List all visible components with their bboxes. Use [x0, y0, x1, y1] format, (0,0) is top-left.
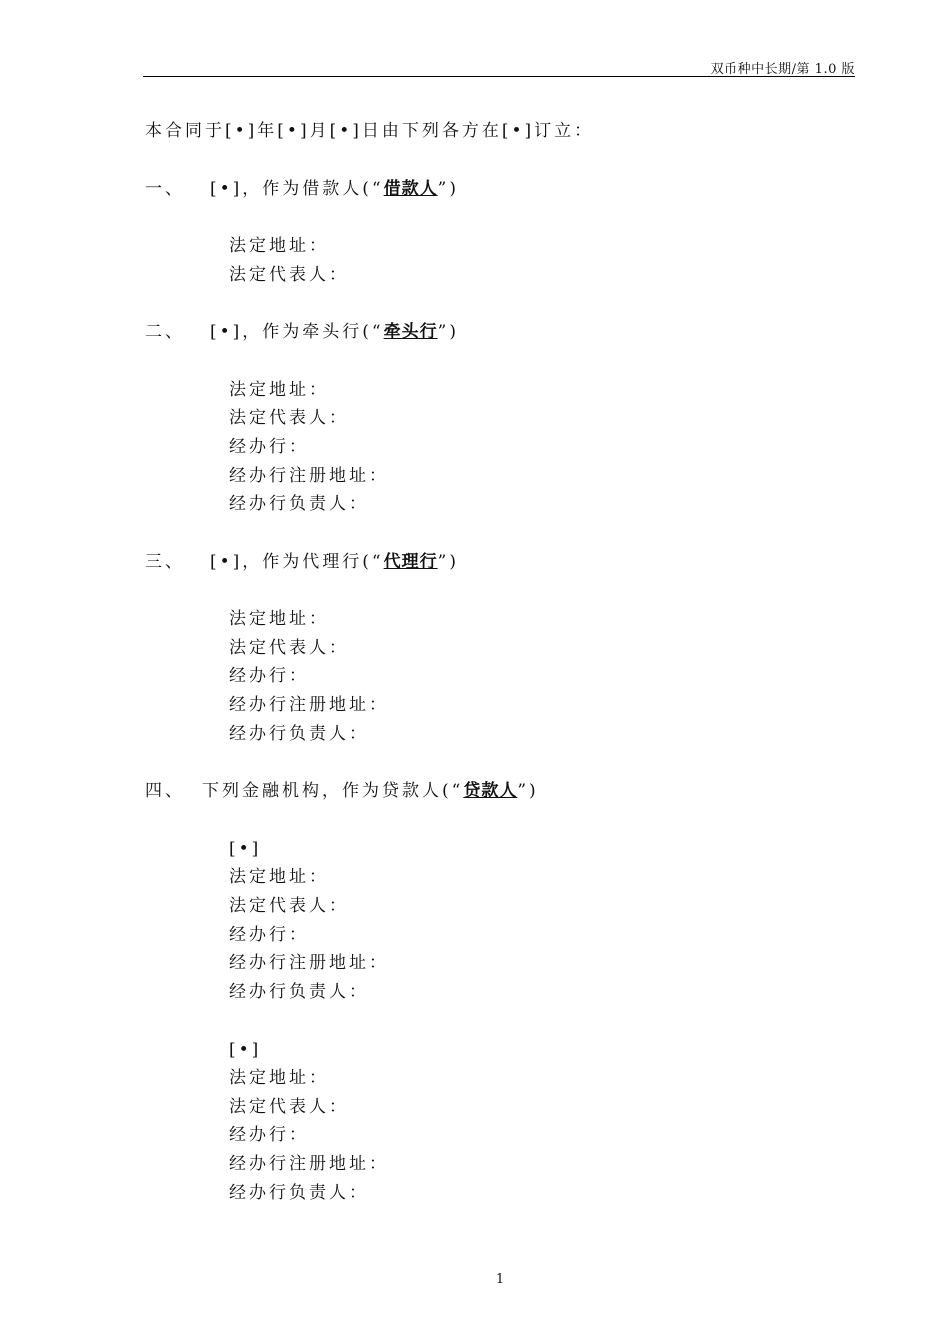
field-label: 法定地址： [229, 1068, 329, 1088]
party-suffix: ”) [437, 179, 459, 199]
contract-intro: 本合同于[•]年[•]月[•]日由下列各方在[•]订立： [145, 121, 595, 141]
field-label: 法定地址： [229, 380, 329, 400]
field-label: 经办行： [229, 437, 309, 457]
party-prefix: [•]，作为代理行(“ [210, 552, 384, 572]
field-label: 法定地址： [229, 867, 329, 887]
field-label: 经办行： [229, 925, 309, 945]
defined-term: 借款人 [383, 179, 438, 199]
party-prefix: [•]，作为牵头行(“ [210, 322, 384, 342]
field-label: 法定地址： [229, 609, 329, 629]
party-prefix: 下列金融机构，作为贷款人(“ [202, 781, 464, 801]
lender-placeholder: [•] [229, 1040, 262, 1060]
field-label: 经办行负责人： [229, 724, 369, 744]
party-prefix: [•]，作为借款人(“ [210, 179, 384, 199]
defined-term: 牵头行 [383, 322, 438, 342]
field-label: 经办行负责人： [229, 1183, 369, 1203]
party-suffix: ”) [437, 322, 459, 342]
field-label: 法定代表人： [229, 1097, 349, 1117]
field-label: 法定代表人： [229, 896, 349, 916]
field-label: 经办行注册地址： [229, 1154, 389, 1174]
party-heading-borrower [210, 179, 459, 199]
party-heading-lenders [202, 781, 539, 801]
field-label: 法定代表人： [229, 265, 349, 285]
field-label: 法定地址： [229, 236, 329, 256]
document-version: 双币种中长期/第 1.0 版 [710, 62, 855, 77]
field-label: 经办行注册地址： [229, 953, 389, 973]
defined-term: 代理行 [383, 552, 438, 572]
party-suffix: ”) [517, 781, 539, 801]
party-number: 一、 [145, 179, 185, 199]
header-divider [143, 76, 855, 77]
party-number: 四、 [145, 781, 185, 801]
field-label: 经办行负责人： [229, 494, 369, 514]
party-heading-lead-bank [210, 322, 459, 342]
defined-term: 贷款人 [463, 781, 518, 801]
lender-placeholder: [•] [229, 839, 262, 859]
field-label: 经办行： [229, 1125, 309, 1145]
field-label: 经办行注册地址： [229, 695, 389, 715]
field-label: 经办行： [229, 666, 309, 686]
field-label: 经办行注册地址： [229, 466, 389, 486]
page-number: 1 [495, 1272, 505, 1287]
party-suffix: ”) [437, 552, 459, 572]
party-number: 二、 [145, 322, 185, 342]
party-number: 三、 [145, 552, 185, 572]
party-heading-agent-bank [210, 552, 459, 572]
field-label: 法定代表人： [229, 408, 349, 428]
field-label: 经办行负责人： [229, 982, 369, 1002]
field-label: 法定代表人： [229, 638, 349, 658]
